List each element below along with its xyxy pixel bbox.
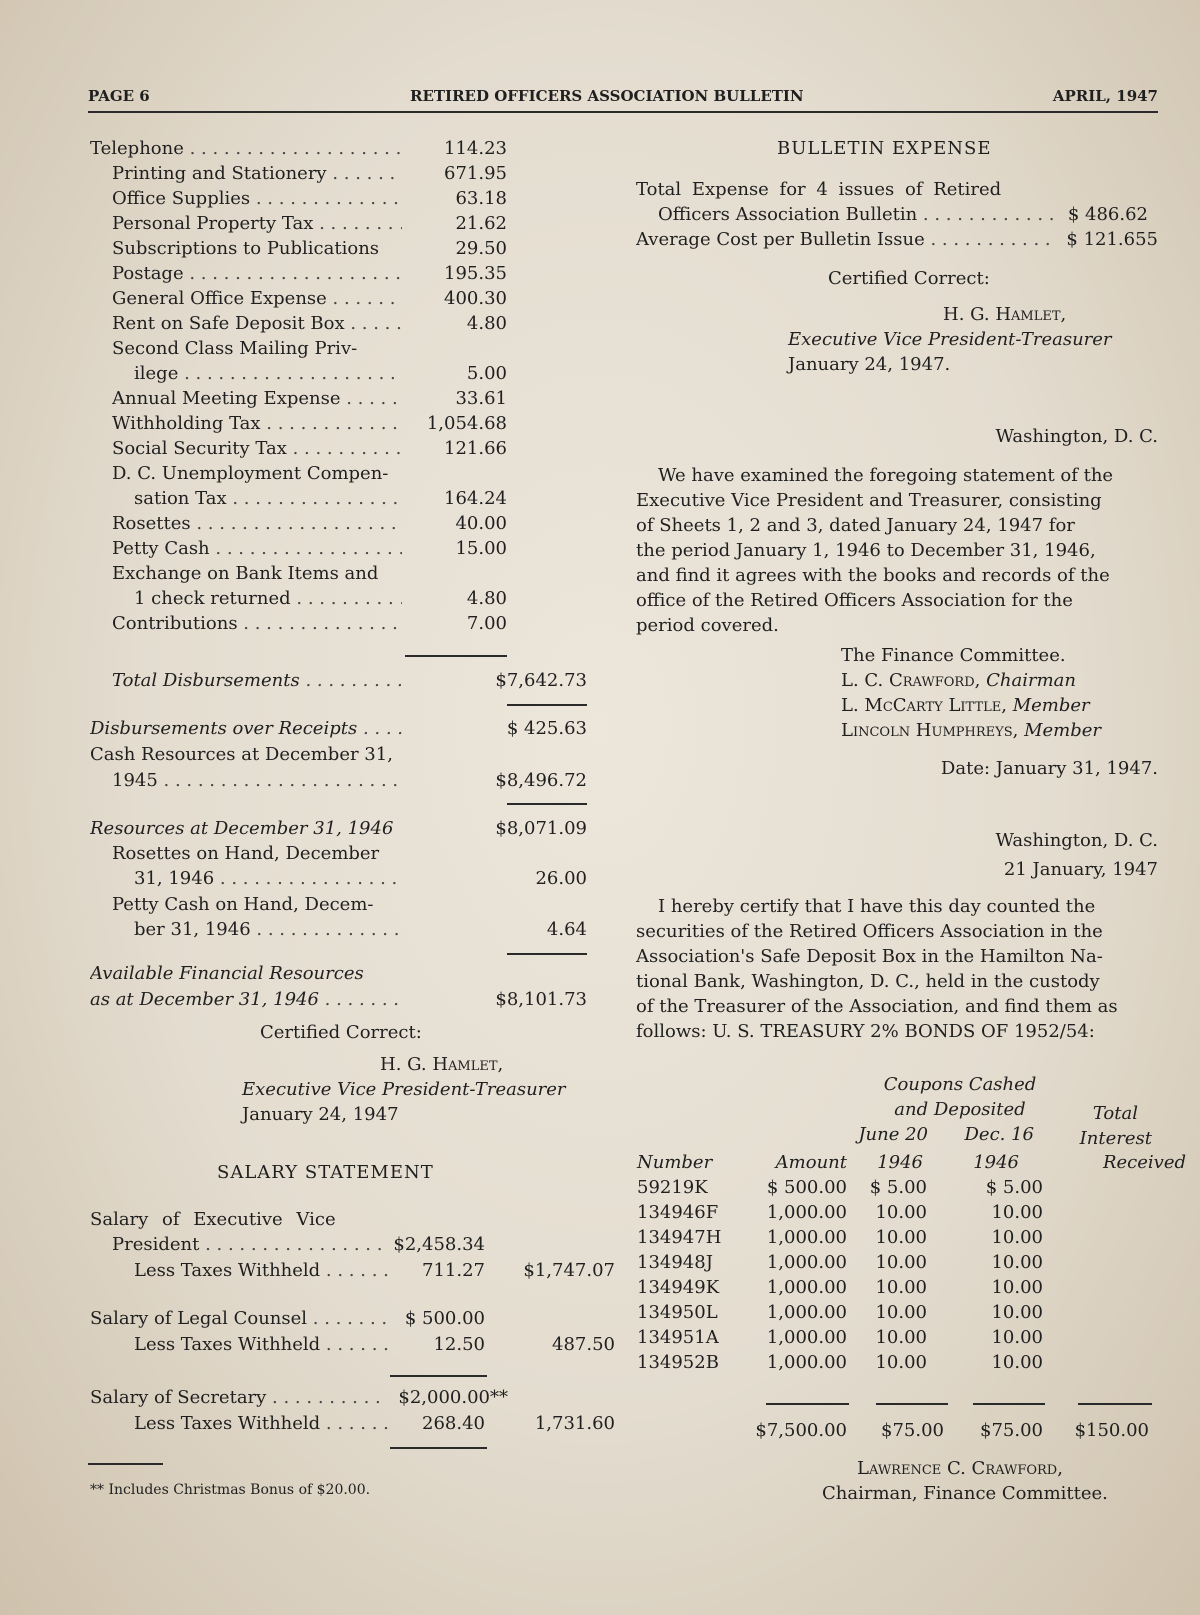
disbursement-amount: 5.00 [466, 363, 507, 384]
member-role: Member [1024, 720, 1102, 741]
disbursement-amount: 29.50 [455, 238, 507, 259]
disbursement-label: Second Class Mailing Priv- [112, 338, 358, 359]
salary-sec-less-label: Less Taxes Withheld . . . [134, 1411, 396, 1436]
finance-line: We have examined the foregoing statement of the [658, 465, 1114, 486]
footnote: ** Includes Christmas Bonus of $20.00. [90, 1482, 371, 1498]
coupon-dec: 10.00 [991, 1227, 1043, 1248]
page-number: PAGE 6 [88, 87, 150, 105]
bond-amount: 1,000.00 [766, 1352, 847, 1373]
signer-date: January 24, 1947 [242, 1104, 399, 1125]
salary-exec-label-cont: President . . . [112, 1232, 387, 1257]
col-1946-dec: 1946 [973, 1152, 1019, 1173]
member-role: Chairman [986, 670, 1076, 691]
footnote-rule [88, 1463, 163, 1465]
head-coupons-1: Coupons Cashed [883, 1074, 1037, 1095]
securities-place: Washington, D. C. [995, 830, 1158, 851]
bond-amount: $ 500.00 [766, 1177, 847, 1198]
petty-hand-label-cont: ber 31, 1946 . . . [134, 917, 402, 942]
rosettes-hand-amount: 26.00 [535, 868, 587, 889]
member-name: Lincoln Humphreys, [841, 720, 1019, 741]
disbursement-label: General Office Expense . . . [112, 286, 402, 311]
col-received: Received [1102, 1152, 1186, 1173]
total-june: $75.00 [881, 1420, 944, 1441]
available-label: Available Financial Resources [90, 963, 364, 984]
total-rule [507, 704, 587, 706]
bond-amount: 1,000.00 [766, 1227, 847, 1248]
coupon-dec: 10.00 [991, 1327, 1043, 1348]
rosettes-hand-label: Rosettes on Hand, December [112, 843, 380, 864]
securities-date: 21 January, 1947 [1003, 859, 1158, 880]
cash-resources-label-cont: 1945 . . . [112, 768, 402, 793]
bulletin-certified: Certified Correct: [828, 268, 990, 289]
disbursement-label: D. C. Unemployment Compen- [112, 463, 389, 484]
finance-date: Date: January 31, 1947. [940, 758, 1158, 779]
table-total-rule [973, 1403, 1045, 1405]
bond-number: 134946F [637, 1202, 719, 1223]
coupon-dec: 10.00 [991, 1352, 1043, 1373]
rosettes-hand-label-cont: 31, 1946 . . . [134, 866, 402, 891]
salary-sec-label: Salary of Secretary . . . [90, 1385, 386, 1410]
cash-resources-label: Cash Resources at December 31, [90, 744, 393, 765]
disbursement-label: Rent on Safe Deposit Box . . . [112, 311, 402, 336]
total-disbursements-label: Total Disbursements . . . [112, 668, 402, 693]
table-total-rule [766, 1403, 849, 1405]
salary-legal-less-amount: 12.50 [433, 1334, 485, 1355]
disbursement-label-cont: sation Tax . . . [134, 486, 402, 511]
salary-legal-less-label: Less Taxes Withheld . . . [134, 1332, 396, 1357]
coupon-june: 10.00 [875, 1352, 927, 1373]
bond-amount: 1,000.00 [766, 1202, 847, 1223]
member-name: L. McCarty Little, [841, 695, 1007, 716]
disbursement-amount: 4.80 [466, 588, 507, 609]
securities-paragraph [636, 894, 1156, 1044]
col-amount: Amount [775, 1152, 847, 1173]
available-amount: $8,101.73 [495, 989, 587, 1010]
head-total-1: Total [1092, 1103, 1138, 1124]
disbursement-amount: 195.35 [444, 263, 507, 284]
salary-exec-less-label: Less Taxes Withheld . . . [134, 1258, 396, 1283]
bond-number: 134951A [637, 1327, 719, 1348]
coupon-june: 10.00 [875, 1202, 927, 1223]
salary-legal-net: 487.50 [552, 1334, 615, 1355]
disbursement-label: Petty Cash . . . [112, 536, 402, 561]
coupon-june: 10.00 [875, 1277, 927, 1298]
bulletin-line1: Total Expense for 4 issues of Retired [636, 179, 1002, 200]
disbursement-amount: 15.00 [455, 538, 507, 559]
finance-line: the period January 1, 1946 to December 31, 1946, [636, 540, 1096, 561]
securities-line: I hereby certify that I have this day counted the [658, 896, 1096, 917]
bond-amount: 1,000.00 [766, 1277, 847, 1298]
disbursement-label: Social Security Tax . . . [112, 436, 402, 461]
signer-name: H. G. Hamlet, [380, 1054, 504, 1075]
salary-exec-less-amount: 711.27 [422, 1260, 485, 1281]
signer-role: Executive Vice President-Treasurer [242, 1079, 566, 1100]
over-receipts-label: Disbursements over Receipts . . . [90, 716, 402, 741]
coupon-june: 10.00 [875, 1227, 927, 1248]
total-amount: $7,500.00 [755, 1420, 847, 1441]
disbursement-label: Postage . . . [112, 261, 402, 286]
bond-number: 59219K [637, 1177, 708, 1198]
finance-line: of Sheets 1, 2 and 3, dated January 24, 1947 for [636, 515, 1075, 536]
salary-rule [390, 1447, 487, 1449]
disbursement-label: Personal Property Tax . . . [112, 211, 402, 236]
head-june: June 20 [858, 1124, 928, 1145]
coupon-dec: 10.00 [991, 1202, 1043, 1223]
salary-exec-amount: $2,458.34 [393, 1234, 485, 1255]
bond-number: 134949K [637, 1277, 720, 1298]
disbursement-label: Printing and Stationery . . . [112, 161, 402, 186]
member-name: L. C. Crawford, [841, 670, 981, 691]
disbursement-label: Subscriptions to Publications [112, 238, 380, 259]
salary-sec-less-amount: 268.40 [422, 1413, 485, 1434]
bond-number: 134948J [637, 1252, 713, 1273]
finance-line: period covered. [636, 615, 779, 636]
disbursement-amount: 164.24 [444, 488, 507, 509]
disbursement-label: Contributions . . . [112, 611, 402, 636]
disbursement-label: Exchange on Bank Items and [112, 563, 379, 584]
securities-signer-role: Chairman, Finance Committee. [822, 1483, 1108, 1504]
disbursement-label: Withholding Tax . . . [112, 411, 402, 436]
head-total-2: Interest [1079, 1128, 1152, 1149]
finance-member-3 [841, 718, 1101, 743]
member-role: Member [1012, 695, 1090, 716]
finance-member-2 [841, 693, 1090, 718]
col-number: Number [637, 1152, 713, 1173]
coupon-dec: 10.00 [991, 1302, 1043, 1323]
disbursement-label: Annual Meeting Expense . . . [112, 386, 402, 411]
resources-dec-amount: $8,071.09 [495, 818, 587, 839]
disbursement-amount: 63.18 [455, 188, 507, 209]
finance-committee: The Finance Committee. [841, 645, 1066, 666]
salary-title: SALARY STATEMENT [217, 1162, 434, 1183]
bulletin-signer-date: January 24, 1947. [788, 354, 951, 375]
disbursement-amount: 4.80 [466, 313, 507, 334]
securities-line: tional Bank, Washington, D. C., held in the custody [636, 971, 1100, 992]
salary-sec-amount: $2,000.00** [398, 1387, 508, 1408]
bond-amount: 1,000.00 [766, 1302, 847, 1323]
cash-resources-amount: $8,496.72 [495, 770, 587, 791]
head-coupons-2: and Deposited [894, 1099, 1026, 1120]
bulletin-line2-amount: $ 486.62 [1067, 204, 1148, 225]
bulletin-line2: Officers Association Bulletin . . . [658, 202, 1053, 227]
table-total-rule [1078, 1403, 1152, 1405]
bond-amount: 1,000.00 [766, 1327, 847, 1348]
securities-signer-name: Lawrence C. Crawford, [857, 1458, 1063, 1479]
resources-rule [507, 803, 587, 805]
coupon-june: 10.00 [875, 1252, 927, 1273]
disbursement-amount: 671.95 [444, 163, 507, 184]
disbursement-amount: 21.62 [455, 213, 507, 234]
petty-hand-amount: 4.64 [546, 919, 587, 940]
bulletin-signer-name: H. G. Hamlet, [943, 304, 1067, 325]
salary-exec-label: Salary of Executive Vice [90, 1209, 336, 1230]
total-dec: $75.00 [980, 1420, 1043, 1441]
coupon-dec: $ 5.00 [985, 1177, 1043, 1198]
coupon-june: $ 5.00 [869, 1177, 927, 1198]
salary-legal-label: Salary of Legal Counsel . . . [90, 1306, 386, 1331]
available-label-cont: as at December 31, 1946 . . . [90, 987, 402, 1012]
total-disbursements-amount: $7,642.73 [495, 670, 587, 691]
bulletin-line3: Average Cost per Bulletin Issue . . . [636, 227, 1053, 252]
disbursement-label: Telephone . . . [90, 136, 402, 161]
coupon-june: 10.00 [875, 1327, 927, 1348]
bond-amount: 1,000.00 [766, 1252, 847, 1273]
disbursement-amount: 7.00 [466, 613, 507, 634]
securities-line: of the Treasurer of the Association, and find them as [636, 996, 1118, 1017]
disbursement-amount: 33.61 [455, 388, 507, 409]
disbursement-amount: 400.30 [444, 288, 507, 309]
bond-number: 134952B [637, 1352, 719, 1373]
bond-number: 134950L [637, 1302, 718, 1323]
salary-exec-net: $1,747.07 [523, 1260, 615, 1281]
certified-correct: Certified Correct: [260, 1022, 422, 1043]
subtotal-rule [405, 655, 507, 657]
finance-line: and find it agrees with the books and records of the [636, 565, 1110, 586]
coupon-dec: 10.00 [991, 1252, 1043, 1273]
table-total-rule [876, 1403, 948, 1405]
head-dec: Dec. 16 [964, 1124, 1034, 1145]
total-interest: $150.00 [1074, 1420, 1149, 1441]
securities-line: securities of the Retired Officers Association in the [636, 921, 1103, 942]
col-1946-june: 1946 [877, 1152, 923, 1173]
securities-line: Association's Safe Deposit Box in the Hamilton Na- [636, 946, 1103, 967]
salary-legal-amount: $ 500.00 [404, 1308, 485, 1329]
bulletin-line3-amount: $ 121.655 [1066, 229, 1158, 250]
bulletin-signer-role: Executive Vice President-Treasurer [788, 329, 1112, 350]
resources-dec-label: Resources at December 31, 1946 [90, 818, 394, 839]
header-rule [88, 111, 1158, 113]
over-receipts-amount: $ 425.63 [506, 718, 587, 739]
petty-hand-label: Petty Cash on Hand, Decem- [112, 894, 374, 915]
issue-date: APRIL, 1947 [1052, 87, 1158, 105]
disbursement-label-cont: 1 check returned . . . [134, 586, 402, 611]
disbursement-amount: 121.66 [444, 438, 507, 459]
disbursement-amount: 114.23 [444, 138, 507, 159]
finance-line: office of the Retired Officers Association for the [636, 590, 1073, 611]
disbursement-amount: 1,054.68 [426, 413, 507, 434]
bulletin-title: BULLETIN EXPENSE [777, 138, 992, 159]
finance-member-1 [841, 668, 1076, 693]
finance-place: Washington, D. C. [995, 426, 1158, 447]
securities-line: follows: U. S. TREASURY 2% BONDS OF 1952/54: [636, 1021, 1095, 1042]
bond-number: 134947H [637, 1227, 722, 1248]
coupon-june: 10.00 [875, 1302, 927, 1323]
salary-rule [390, 1375, 487, 1377]
publication-title: RETIRED OFFICERS ASSOCIATION BULLETIN [410, 87, 804, 105]
disbursement-amount: 40.00 [455, 513, 507, 534]
salary-sec-net: 1,731.60 [534, 1413, 615, 1434]
finance-paragraph [636, 463, 1156, 638]
disbursement-label-cont: ilege . . . [134, 361, 402, 386]
disbursement-label: Rosettes . . . [112, 511, 402, 536]
disbursement-label: Office Supplies . . . [112, 186, 402, 211]
finance-line: Executive Vice President and Treasurer, consisting [636, 490, 1102, 511]
available-rule [507, 953, 587, 955]
coupon-dec: 10.00 [991, 1277, 1043, 1298]
